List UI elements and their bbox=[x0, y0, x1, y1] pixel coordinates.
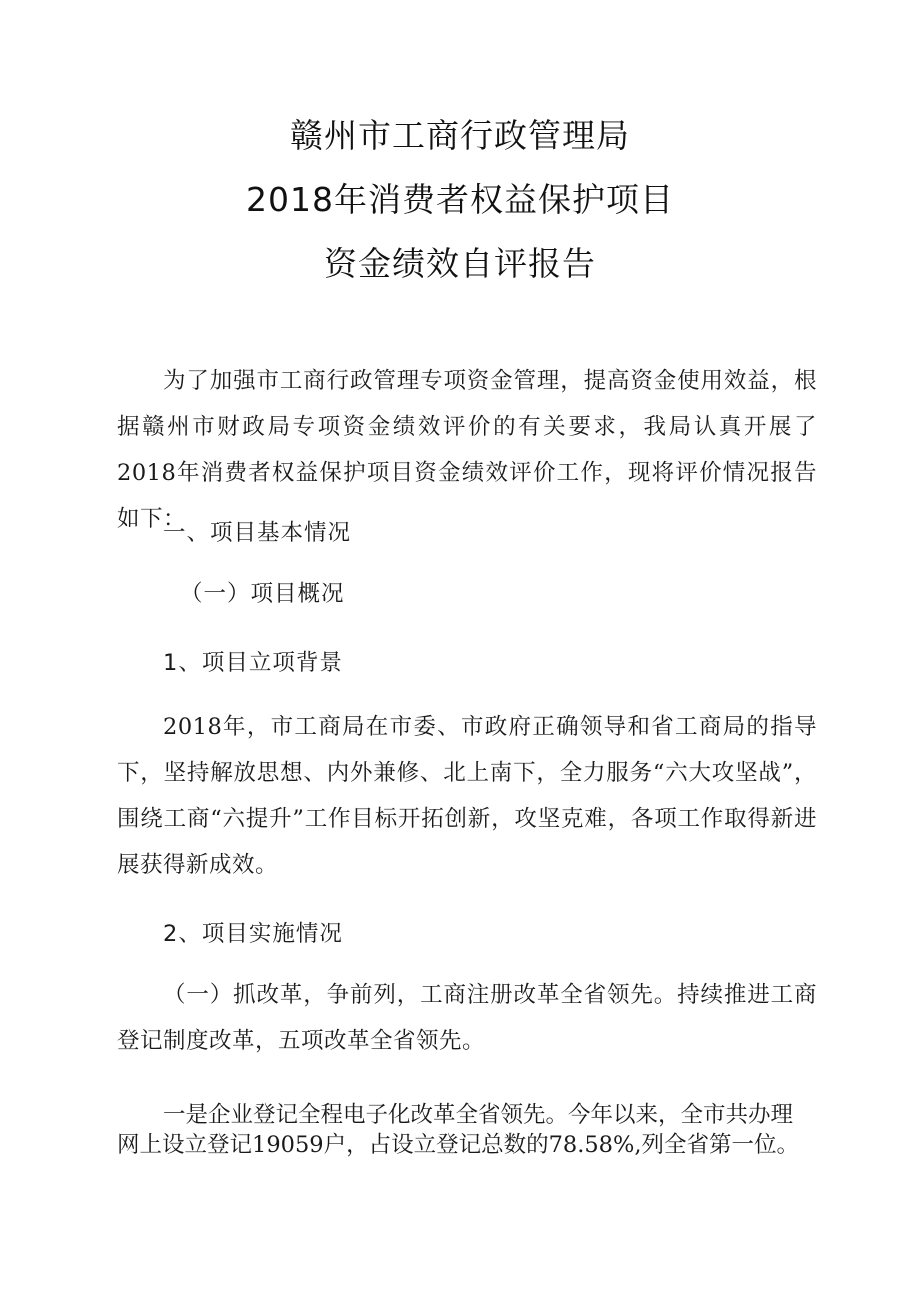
section-heading-basic-info: 一、项目基本情况 bbox=[163, 520, 352, 546]
egov-line-1: 一是企业登记全程电子化改革全省领先。今年以来，全市共办理 bbox=[163, 1102, 794, 1128]
egov-line-2: 网上设立登记19059户，占设立登记总数的78.58%,列全省第一位。 bbox=[117, 1132, 800, 1158]
item-heading-implementation: 2、项目实施情况 bbox=[163, 921, 343, 947]
reform-paragraph: （一）抓改革，争前列，工商注册改革全省领先。持续推进工商登记制度改革，五项改革全省领先。 bbox=[117, 982, 817, 1054]
intro-paragraph: 为了加强市工商行政管理专项资金管理，提高资金使用效益，根据赣州市财政局专项资金绩效评价的有关要求，我局认真开展了2018年消费者权益保护项目资金绩效评价工作，现将评价情况报告如下： bbox=[117, 368, 817, 532]
document-title-line-1: 赣州市工商行政管理局 bbox=[290, 116, 630, 155]
document-title-line-3: 资金绩效自评报告 bbox=[324, 244, 596, 283]
item-heading-background: 1、项目立项背景 bbox=[163, 650, 343, 676]
subsection-heading-overview: （一）项目概况 bbox=[180, 581, 345, 607]
background-paragraph: 2018年，市工商局在市委、市政府正确领导和省工商局的指导下，坚持解放思想、内外兼修、北上南下，全力服务“六大攻坚战”，围绕工商“六提升”工作目标开拓创新，攻坚克难，各项工作取得新进展获得新成效。 bbox=[117, 714, 817, 878]
document-title-line-2: 2018年消费者权益保护项目 bbox=[246, 180, 674, 219]
